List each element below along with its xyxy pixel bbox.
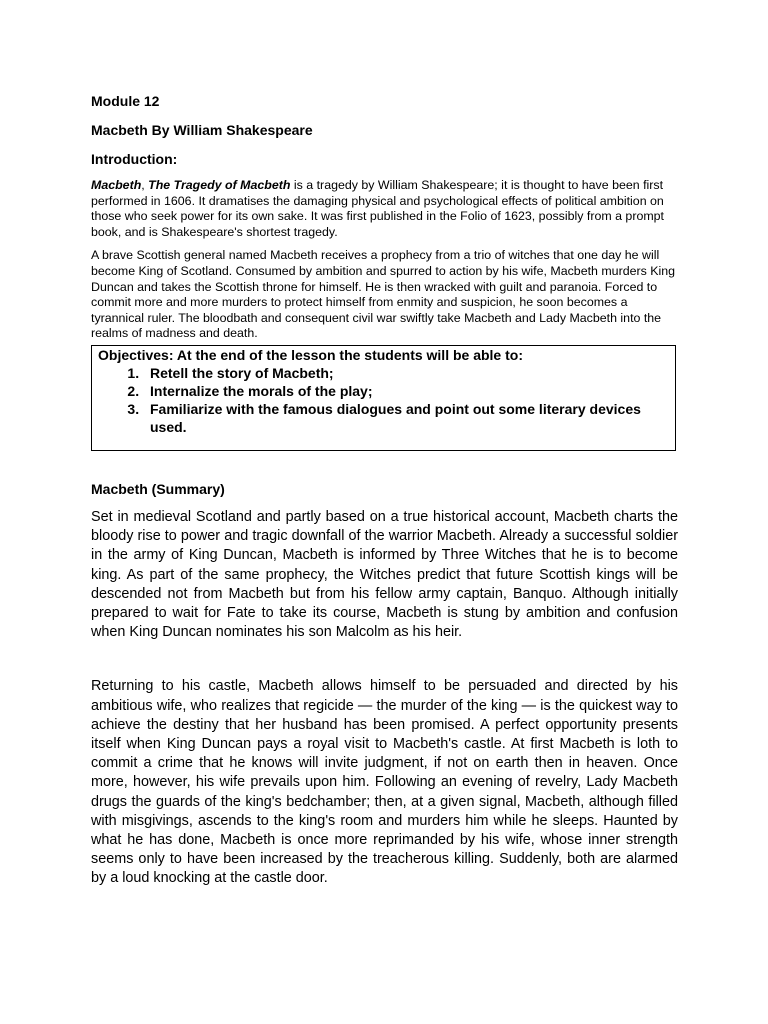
- introduction-text: is a tragedy by William Shakespeare; it is thought to have been first performed in 1606. It dramatises the damaging physical and psychological effects of political ambition on those who seek power for its own sake. It was first published in the Folio of 1623, possibly from a prompt book, and is Shakespeare's shortest tragedy.: [91, 178, 665, 239]
- summary-heading: Macbeth (Summary): [91, 480, 225, 497]
- objective-item: 2. Internalize the morals of the play;: [143, 382, 669, 400]
- objective-item: 3. Familiarize with the famous dialogues and point out some literary devices used.: [143, 400, 669, 436]
- summary-paragraph-2: Returning to his castle, Macbeth allows himself to be persuaded and directed by his ambitious wife, who realizes that regicide — the murder of the king — is the quickest way to achieve the destiny that her husband has been promised. A perfect opportunity presents itself when King Duncan pays a royal visit to Macbeth's castle. At first Macbeth is loth to commit a crime that he knows will invite judgment, if not on earth then in heaven. Once more, however, his wife prevails upon him. Following an evening of revelry, Lady Macbeth drugs the guards of the king's bedchamber; then, at a given signal, Macbeth, although filled with misgivings, ascends to the king's room and murders him while he sleeps. Haunted by what he has done, Macbeth is once more reprimanded by his wife, whose inner strength seems only to have been increased by the treacherous killing. Suddenly, both are alarmed by a loud knocking at the castle door.: [91, 678, 678, 887]
- objectives-list: [98, 364, 669, 436]
- play-subtitle-italic: The Tragedy of Macbeth: [148, 178, 291, 192]
- introduction-heading: Introduction:: [91, 151, 178, 167]
- play-title: Macbeth By William Shakespeare: [91, 122, 313, 138]
- document-content: [91, 92, 678, 889]
- objectives-box: [91, 345, 676, 451]
- objectives-heading: Objectives: At the end of the lesson the students will be able to:: [98, 346, 523, 363]
- introduction-paragraph-1: [91, 178, 678, 240]
- intro-separator: ,: [141, 178, 149, 192]
- objective-item: 1. Retell the story of Macbeth;: [143, 364, 669, 382]
- play-name-italic: Macbeth: [91, 178, 142, 192]
- introduction-paragraph-2: A brave Scottish general named Macbeth receives a prophecy from a trio of witches that one day he will become King of Scotland. Consumed by ambition and spurred to action by his wife, Macbeth murders King Duncan and takes the Scottish throne for himself. He is then wracked with guilt and paranoia. Forced to commit more and more murders to protect himself from enmity and suspicion, he soon becomes a tyrannical ruler. The bloodbath and consequent civil war swiftly take Macbeth and Lady Macbeth into the realms of madness and death.: [91, 248, 676, 341]
- module-title: Module 12: [91, 93, 160, 109]
- summary-paragraph-1: Set in medieval Scotland and partly based on a true historical account, Macbeth charts the bloody rise to power and tragic downfall of the warrior Macbeth. Already a successful soldier in the army of King Duncan, Macbeth is informed by Three Witches that he is to become king. As part of the same prophecy, the Witches predict that future Scottish kings will be descended not from Macbeth but from his fellow army captain, Banquo. Although initially prepared to wait for Fate to take its course, Macbeth is stung by ambition and confusion when King Duncan nominates his son Malcolm as his heir.: [91, 508, 678, 641]
